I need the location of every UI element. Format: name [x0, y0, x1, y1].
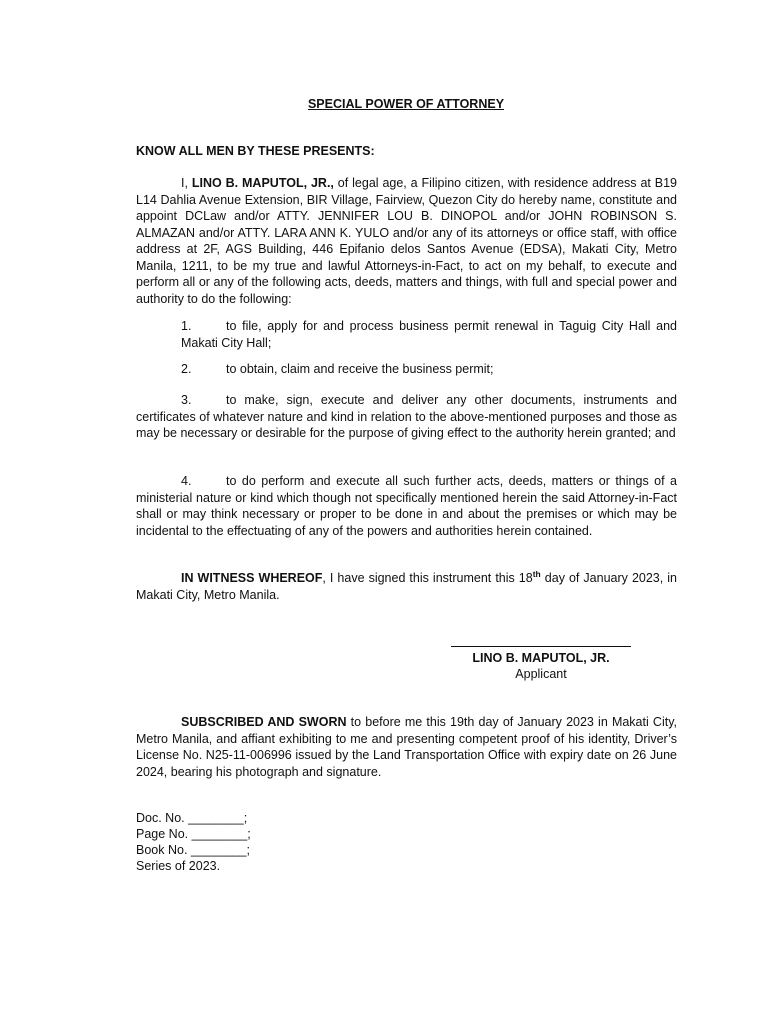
notarial-book-no: Book No. ________;: [136, 843, 250, 857]
item-number: 3.: [181, 393, 192, 407]
witness-body-before: , I have signed this instrument this 18: [322, 571, 533, 585]
witness-paragraph: [136, 570, 677, 603]
signatory-role: Applicant: [515, 667, 567, 681]
item-number: 2.: [181, 362, 192, 376]
intro-paragraph: [136, 175, 677, 307]
jurat-body: to before me this 19th day of January 2023 in Makati City, Metro Manila, and affiant exhibiting to me and presenting competent proof of his identity, Driver’s License No. N25-11-006996 issued by the Land Transportation Office with expiry date on 26 June 2024, bearing his photograph and signature.: [136, 715, 677, 779]
notarial-series: Series of 2023.: [136, 859, 221, 873]
item-text: to make, sign, execute and deliver any other documents, instruments and certificates of whatever nature and kind in relation to the above-mentioned purposes and those as may be necessary or desirable for the purpose of giving effect to the authority herein granted; and: [136, 393, 677, 440]
jurat-paragraph: [136, 714, 677, 780]
item-number: 1.: [181, 319, 192, 333]
intro-prefix: I,: [181, 176, 192, 190]
notarial-page-no: Page No. ________;: [136, 827, 251, 841]
witness-body-after: day of January 2023, in Makati City, Metro Manila.: [136, 571, 677, 602]
document-title: SPECIAL POWER OF ATTORNEY: [307, 97, 505, 111]
principal-name: LINO B. MAPUTOL, JR.,: [191, 176, 334, 190]
item-text: to file, apply for and process business permit renewal in Taguig City Hall and Makati City Hall;: [181, 319, 677, 350]
item-text: to obtain, claim and receive the business permit;: [226, 362, 494, 376]
power-item-3: [136, 392, 677, 442]
preamble-heading: KNOW ALL MEN BY THESE PRESENTS:: [136, 144, 375, 158]
intro-body: of legal age, a Filipino citizen, with residence address at B19 L14 Dahlia Avenue Extension, BIR Village, Fairview, Quezon City do hereby name, constitute and appoint DCLaw and/or ATTY. JENNIFER LOU B. DINOPOL and/or JOHN ROBINSON S. ALMAZAN and/or ATTY. LARA ANN K. YULO and/or any of its attorneys or office staff, with office address at 2F, AGS Building, 446 Epifanio delos Santos Avenue (EDSA), Makati City, Metro Manila, 1211, to be my true and lawful Attorneys-in-Fact, to act on my behalf, to execute and perform all or any of the following acts, deeds, matters and things, with full and special power and authority to do the following:: [136, 176, 678, 306]
signature-line: [451, 632, 631, 647]
witness-lead: IN WITNESS WHEREOF: [181, 571, 323, 585]
power-item-2: [136, 361, 677, 378]
jurat-lead: SUBSCRIBED AND SWORN: [181, 715, 347, 729]
signatory-name: LINO B. MAPUTOL, JR.: [472, 651, 610, 665]
power-item-4: [136, 473, 677, 539]
item-number: 4.: [181, 474, 192, 488]
power-item-1: [181, 318, 677, 351]
item-text: to do perform and execute all such further acts, deeds, matters or things of a ministerial nature or kind which though not specifically mentioned herein the said Attorney-in-Fact shall or may think necessary or proper to be done in and about the premises or which may be incidental to the effectuating of any of the powers and authorities herein contained.: [136, 474, 677, 538]
notarial-doc-no: Doc. No. ________;: [136, 811, 248, 825]
ordinal-suffix: th: [532, 568, 541, 579]
